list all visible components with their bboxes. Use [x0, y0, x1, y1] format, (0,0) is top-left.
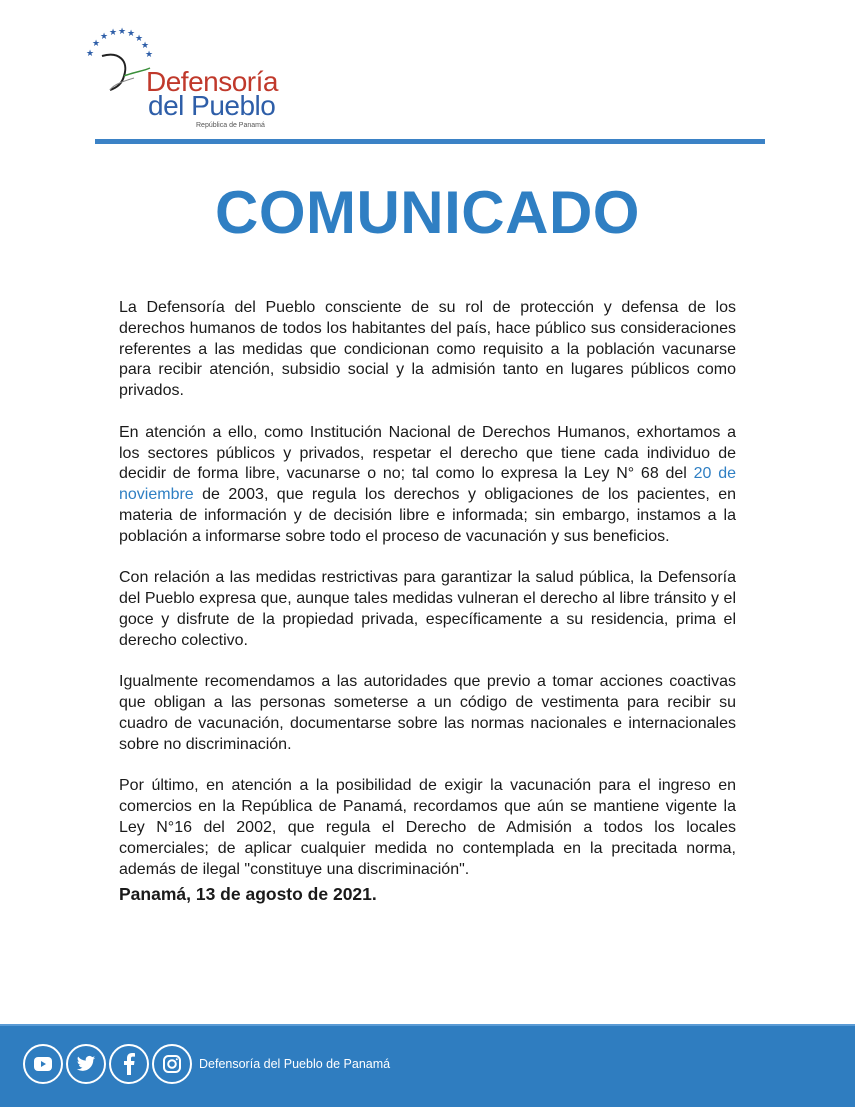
social-links — [23, 1044, 390, 1084]
document-body — [119, 298, 736, 901]
logo-text-del-pueblo: del Pueblo — [148, 90, 276, 121]
svg-text:★: ★ — [118, 26, 127, 36]
twitter-icon[interactable] — [66, 1044, 106, 1084]
document-title: COMUNICADO — [215, 179, 640, 246]
logo-subtitle: República de Panamá — [196, 122, 265, 129]
paragraph-2: En atención a ello, como Institución Nacional de Derechos Humanos, exhortamos a los sectores públicos y privados, respetar el derecho que tiene cada individuo de decidir de forma libre, vacunarse o no; tal como lo expresa la Ley N° 68 del 20 de noviembre de 2003, que regula los derechos y obligaciones de los pacientes, en materia de información y de decisión libre e informada; sin embargo, instamos a la población a informarse sobre todo el proceso de vacunación y sus beneficios. — [119, 423, 736, 545]
paragraph-3: Con relación a las medidas restrictivas para garantizar la salud pública, la Defensoría del Pueblo expresa que, aunque tales medidas vulneran el derecho al libre tránsito y el goce y disfrute de la propiedad privada, específicamente a su residencia, prima el derecho colectivo. — [119, 569, 736, 649]
paragraph-4: Igualmente recomendamos a las autoridades que previo a tomar acciones coactivas que obligan a las personas someterse a un código de vestimenta para recibir su cuadro de vacunación, documentarse sobre las normas nacionales e internacionales sobre no discriminación. — [119, 673, 736, 753]
svg-text:★: ★ — [100, 31, 109, 41]
svg-text:★: ★ — [127, 28, 136, 38]
paragraph-5: Por último, en atención a la posibilidad de exigir la vacunación para el ingreso en comercios en la República de Panamá, recordamos que aún se mantiene vigente la Ley N°16 del 2002, que regula el Derecho de Admisión a todos los locales comerciales; de aplicar cualquier medida no contemplada en la precitada norma, además de ilegal "constituye una discriminación". — [119, 777, 736, 878]
svg-text:★: ★ — [92, 38, 101, 48]
youtube-icon[interactable] — [23, 1044, 63, 1084]
paragraph-1: La Defensoría del Pueblo consciente de su rol de protección y defensa de los derechos humanos de todos los habitantes del país, hace público sus consideraciones referentes a las medidas que condicionan como requisito a la población vacunarse para recibir atención, subsidio social y la admisión tanto en lugares públicos como privados. — [119, 299, 736, 400]
date-line: Panamá, 13 de agosto de 2021. — [119, 884, 377, 904]
instagram-icon[interactable] — [152, 1044, 192, 1084]
footer-organization-name: Defensoría del Pueblo de Panamá — [199, 1057, 391, 1071]
logo-text-defensoria: Defensoría — [146, 66, 278, 97]
logo — [84, 26, 294, 138]
svg-text:★: ★ — [135, 33, 144, 43]
facebook-icon[interactable] — [109, 1044, 149, 1084]
footer — [0, 1024, 855, 1107]
header-divider — [95, 139, 765, 144]
date-link[interactable]: 20 de noviembre — [119, 465, 736, 504]
svg-text:★: ★ — [141, 40, 150, 50]
svg-text:★: ★ — [145, 49, 154, 59]
svg-text:★: ★ — [109, 27, 118, 37]
svg-text:★: ★ — [86, 48, 95, 58]
